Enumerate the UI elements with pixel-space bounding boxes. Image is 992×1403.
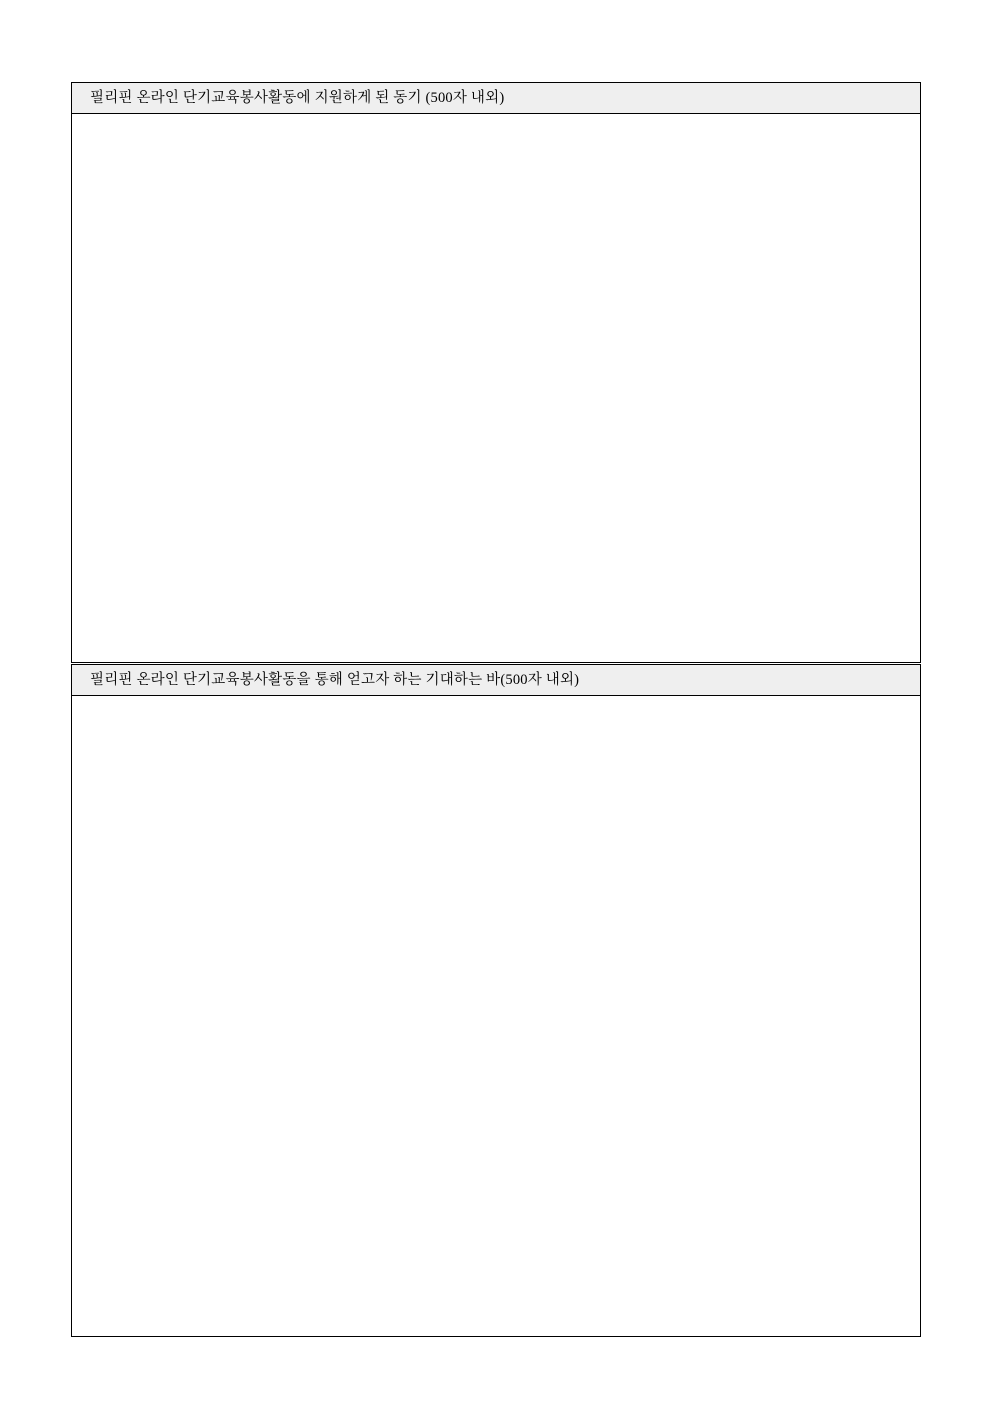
motivation-answer-input[interactable]: [72, 114, 920, 662]
expectation-section: [71, 664, 921, 1337]
motivation-section-header: 필리핀 온라인 단기교육봉사활동에 지원하게 된 동기 (500자 내외): [72, 83, 920, 114]
motivation-answer-cell[interactable]: [72, 114, 920, 662]
motivation-section: [71, 82, 921, 663]
expectation-answer-input[interactable]: [72, 696, 920, 1336]
expectation-answer-cell[interactable]: [72, 696, 920, 1336]
application-form: [71, 82, 921, 1337]
expectation-section-header: 필리핀 온라인 단기교육봉사활동을 통해 얻고자 하는 기대하는 바(500자 내외): [72, 665, 920, 696]
